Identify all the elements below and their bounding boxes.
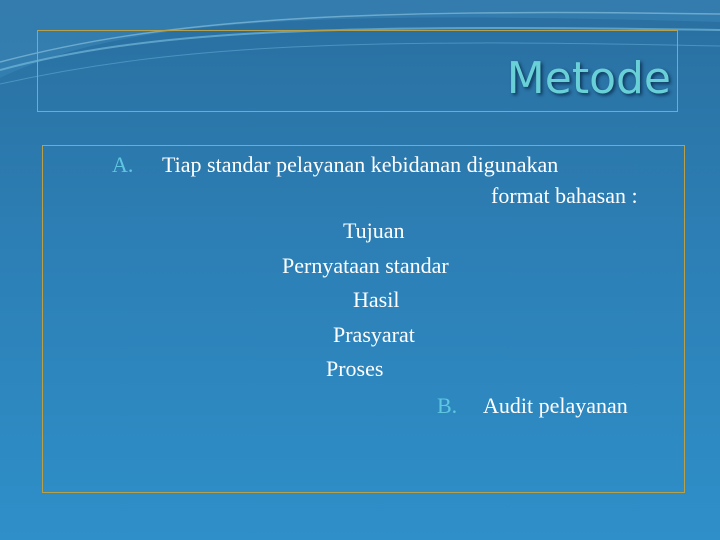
item-a-marker: A. [112,152,134,177]
subitem-proses: Proses [326,356,384,381]
item-b-text: Audit pelayanan [483,393,628,418]
subitem-tujuan: Tujuan [343,218,405,243]
subitem-prasyarat: Prasyarat [333,322,415,347]
subitem-hasil: Hasil [353,287,400,312]
subitem-pernyataan-standar: Pernyataan standar [282,253,449,278]
item-a-text-line1: Tiap standar pelayanan kebidanan digunakan [162,152,559,177]
slide-title: Metode [506,53,671,104]
title-frame [37,30,678,112]
item-a-text-line2: format bahasan : [491,183,638,208]
item-b-marker: B. [437,393,458,418]
